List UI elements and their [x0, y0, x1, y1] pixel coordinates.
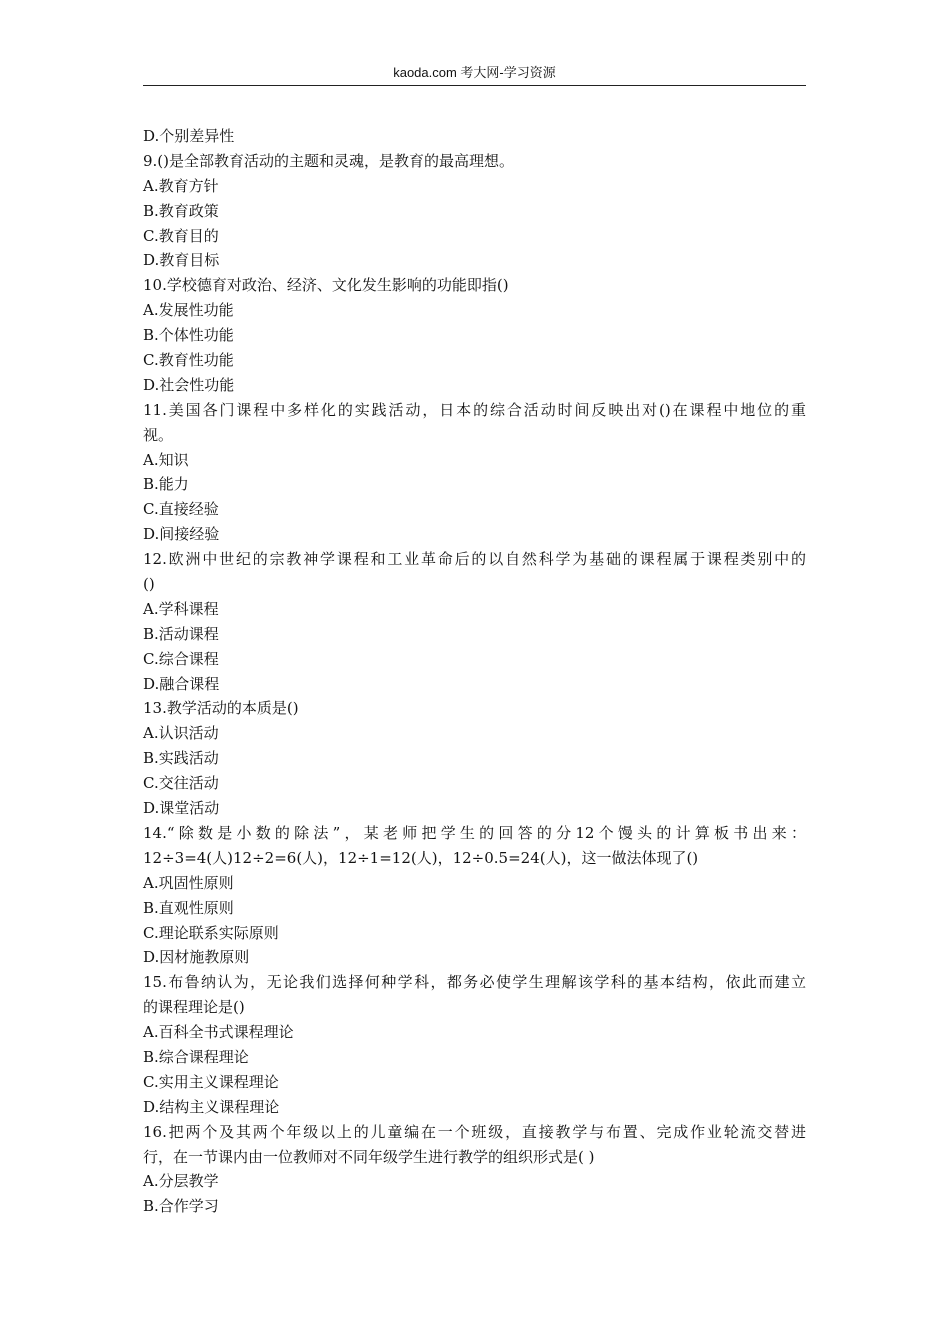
option-13c: C.交往活动	[143, 774, 219, 793]
question-14-cont: 12÷3=4(人)12÷2=6(人)，12÷1=12(人)，12÷0.5=24(人)，这一做法体现了()	[143, 848, 699, 867]
option-11d: D.间接经验	[143, 525, 220, 544]
option-11b: B.能力	[143, 475, 189, 494]
option-16a: A.分层教学	[143, 1172, 219, 1191]
question-16: 16.把两个及其两个年级以上的儿童编在一个班级，直接教学与布置、完成作业轮流交替进	[143, 1122, 806, 1141]
header-rule	[143, 85, 806, 86]
option-15b: B.综合课程理论	[143, 1047, 249, 1066]
option-9c: C.教育目的	[143, 226, 219, 245]
option-14a: A.巩固性原则	[143, 873, 234, 892]
option-16b: B.合作学习	[143, 1197, 219, 1216]
option-8d: D.个别差异性	[143, 127, 235, 145]
option-9b: B.教育政策	[143, 201, 219, 220]
option-13b: B.实践活动	[143, 749, 219, 768]
option-14b: B.直观性原则	[143, 898, 234, 917]
option-12d: D.融合课程	[143, 674, 220, 693]
question-15-cont: 的课程理论是()	[143, 998, 245, 1017]
question-15: 15.布鲁纳认为，无论我们选择何种学科，都务必使学生理解该学科的基本结构，依此而建立	[143, 973, 806, 992]
page-header: kaoda.com 考大网-学习资源	[393, 65, 556, 80]
option-14d: D.因材施教原则	[143, 948, 250, 967]
question-13: 13.教学活动的本质是()	[143, 699, 299, 718]
option-13d: D.课堂活动	[143, 799, 220, 818]
option-9d: D.教育目标	[143, 251, 220, 270]
option-12c: C.综合课程	[143, 649, 219, 668]
option-10a: A.发展性功能	[143, 301, 234, 320]
option-11a: A.知识	[143, 450, 189, 469]
question-11-cont: 视。	[143, 425, 174, 444]
option-15d: D.结构主义课程理论	[143, 1097, 280, 1116]
question-14: 14.“除数是小数的除法”，某老师把学生的回答的分12个馒头的计算板书出来：	[143, 823, 806, 842]
option-15a: A.百科全书式课程理论	[143, 1023, 294, 1042]
question-12-cont: ()	[143, 575, 155, 594]
question-11: 11.美国各门课程中多样化的实践活动，日本的综合活动时间反映出对()在课程中地位的重	[143, 400, 806, 419]
option-10b: B.个体性功能	[143, 326, 234, 345]
option-12b: B.活动课程	[143, 624, 219, 643]
option-15c: C.实用主义课程理论	[143, 1072, 279, 1091]
option-11c: C.直接经验	[143, 500, 219, 519]
option-9a: A.教育方针	[143, 176, 219, 195]
option-12a: A.学科课程	[143, 599, 219, 618]
question-16-cont: 行，在一节课内由一位教师对不同年级学生进行教学的组织形式是( )	[143, 1147, 595, 1166]
option-10d: D.社会性功能	[143, 375, 235, 394]
option-10c: C.教育性功能	[143, 351, 234, 370]
option-13a: A.认识活动	[143, 724, 219, 743]
question-9: 9.()是全部教育活动的主题和灵魂，是教育的最高理想。	[143, 151, 515, 170]
question-12: 12.欧洲中世纪的宗教神学课程和工业革命后的以自然科学为基础的课程属于课程类别中的	[143, 550, 806, 569]
question-10: 10.学校德育对政治、经济、文化发生影响的功能即指()	[143, 276, 509, 295]
document-body	[143, 124, 806, 1219]
option-14c: C.理论联系实际原则	[143, 923, 279, 942]
